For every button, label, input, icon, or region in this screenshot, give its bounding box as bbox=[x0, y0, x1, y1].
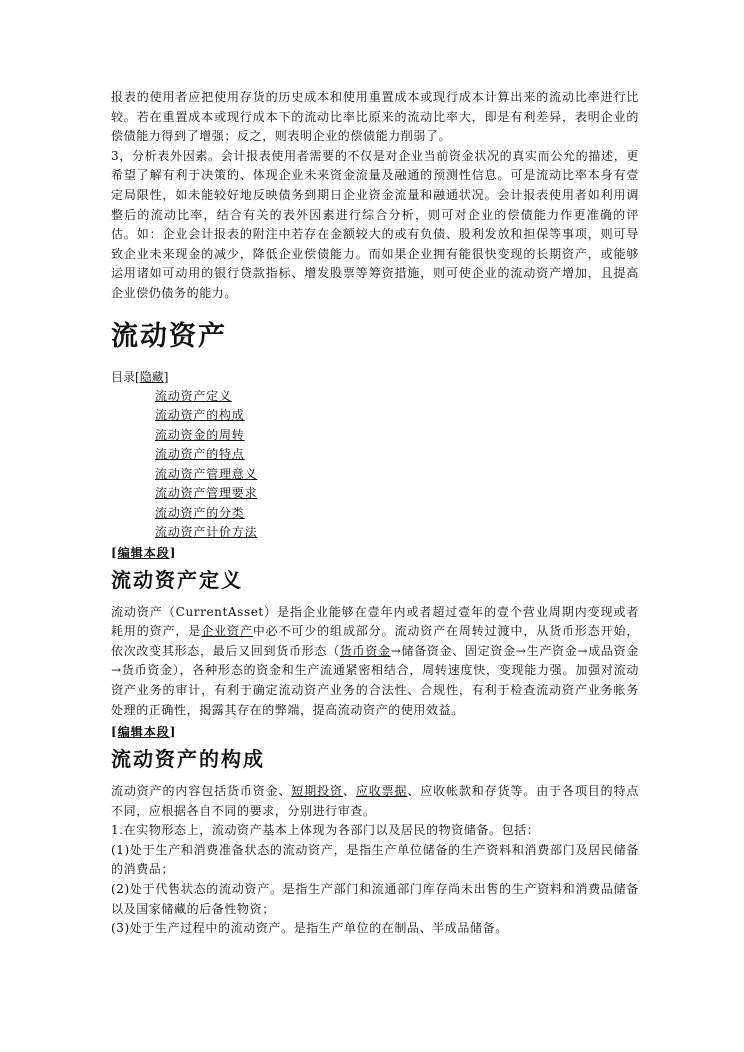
composition-paragraph-4: (2)处于代售状态的流动资产。是指生产部门和流通部门库存尚未出售的生产资料和消费品储备以及国家储藏的后备性物资； bbox=[111, 882, 639, 916]
toc-item[interactable] bbox=[155, 465, 639, 485]
edit-open-bracket: [ bbox=[111, 545, 118, 560]
toc-item[interactable] bbox=[155, 523, 639, 543]
toc-link-requirements[interactable]: 流动资产管理要求 bbox=[155, 486, 258, 501]
toc-item[interactable] bbox=[155, 387, 639, 407]
toc-close-bracket: ] bbox=[163, 369, 169, 384]
page-title: 流动资产 bbox=[111, 320, 227, 352]
edit-section-link[interactable]: 编辑本段 bbox=[117, 545, 170, 560]
toc-item[interactable] bbox=[155, 426, 639, 446]
toc-hide-link[interactable]: 隐藏 bbox=[139, 369, 164, 384]
toc-link-significance[interactable]: 流动资产管理意义 bbox=[155, 466, 258, 481]
link-monetary-funds[interactable]: 货币资金 bbox=[339, 643, 391, 658]
edit-close-bracket: ] bbox=[169, 725, 177, 740]
document-content bbox=[111, 88, 639, 939]
toc-item[interactable] bbox=[155, 504, 639, 524]
toc-header bbox=[111, 368, 639, 387]
toc-link-classification[interactable]: 流动资产的分类 bbox=[155, 505, 245, 520]
edit-section-1 bbox=[111, 545, 639, 561]
composition-paragraph-3: (1)处于生产和消费准备状态的流动资产，是指生产单位储备的生产资料和消费部门及居民储备的消费品； bbox=[111, 842, 639, 877]
edit-open-bracket: [ bbox=[111, 725, 118, 740]
section-heading-definition: 流动资产定义 bbox=[111, 567, 243, 592]
text-span: 、应收帐款和存货等。由于各项目的特点不同，应根据各自不同的要求，分别进行审查。 bbox=[111, 784, 640, 818]
composition-paragraph-1 bbox=[111, 782, 639, 821]
toc-item[interactable] bbox=[155, 484, 639, 504]
intro-paragraph-2: 3，分析表外因素。会计报表使用者需要的不仅是对企业当前资金状况的真实而公允的描述，更希望了解有利于决策的、体现企业未来资金流量及融通的预测性信息。可是流动比率本身有壹定局限性，如未能较好地反映债务到期日企业资金流量和融通状况。会计报表使用者如利用调整后的流动比率，结合有关的表外因素进行综合分析，则可对企业的偿债能力作更准确的评估。如：企业会计报表的附注中若存在金额较大的或有负债、股利发放和担保等事项，则可导致企业未来现金的减少，降低企业偿债能力。而如果企业拥有能很快变现的长期资产，或能够运用诸如可动用的银行贷款指标、增发股票等筹资措施，则可使企业的流动资产增加，且提高企业偿仍债务的能力。 bbox=[111, 148, 639, 300]
edit-section-link[interactable]: 编辑本段 bbox=[117, 725, 170, 740]
link-enterprise-assets[interactable]: 企业资产 bbox=[201, 624, 253, 639]
link-short-term-investment[interactable]: 短期投资 bbox=[291, 784, 343, 799]
text-span: 流动资产（CurrentAsset）是指企业能够在壹年内或者超过壹年的壹个营业周期内变现或者耗用的资产，是 bbox=[111, 604, 639, 639]
toc-link-features[interactable]: 流动资产的特点 bbox=[155, 447, 245, 462]
toc-link-turnover[interactable]: 流动资金的周转 bbox=[155, 427, 245, 442]
edit-close-bracket: ] bbox=[169, 545, 177, 560]
toc-label: 目录[ bbox=[111, 369, 140, 384]
link-notes-receivable[interactable]: 应收票据 bbox=[355, 784, 408, 799]
text-span: 中必不可少的组成部分。流动资产在周转过渡中，从货币形态开始，依次改变其形态，最后又回到货币形态（ bbox=[111, 624, 639, 658]
edit-section-2 bbox=[111, 724, 639, 740]
toc-link-valuation[interactable]: 流动资产计价方法 bbox=[155, 525, 258, 540]
toc-link-definition[interactable]: 流动资产定义 bbox=[155, 388, 232, 403]
toc-item[interactable] bbox=[155, 445, 639, 465]
text-span: →储备资金、固定资金→生产资金→成品资金→货币资金），各种形态的资金和生产流通紧密相结合，周转速度快，变现能力强。加强对流动资产业务的审计，有利于确定流动资产业务的合法性、合规性，有利于检查流动资产业务帐务处理的正确性，揭露其存在的弊端，提高流动资产的使用效益。 bbox=[111, 643, 639, 717]
composition-paragraph-5: (3)处于生产过程中的流动资产。是指生产单位的在制品、半成品储备。 bbox=[111, 921, 508, 936]
toc-item[interactable] bbox=[155, 406, 639, 426]
toc-list bbox=[155, 387, 639, 543]
intro-paragraph-1: 报表的使用者应把使用存货的历史成本和使用重置成本或现行成本计算出来的流动比率进行比较。若在重置成本或现行成本下的流动比率比原来的流动比率大，即是有利差异，表明企业的偿债能力得到了增强；反之，则表明企业的偿债能力削弱了。 bbox=[111, 90, 639, 144]
definition-paragraph bbox=[111, 603, 639, 721]
text-span: 、 bbox=[342, 784, 356, 799]
toc-link-composition[interactable]: 流动资产的构成 bbox=[155, 408, 245, 423]
section-heading-composition: 流动资产的构成 bbox=[111, 747, 265, 772]
text-span: 流动资产的内容包括货币资金、 bbox=[111, 784, 292, 799]
composition-paragraph-2: 1.在实物形态上，流动资产基本上体现为各部门以及居民的物资储备。包括： bbox=[111, 823, 540, 838]
